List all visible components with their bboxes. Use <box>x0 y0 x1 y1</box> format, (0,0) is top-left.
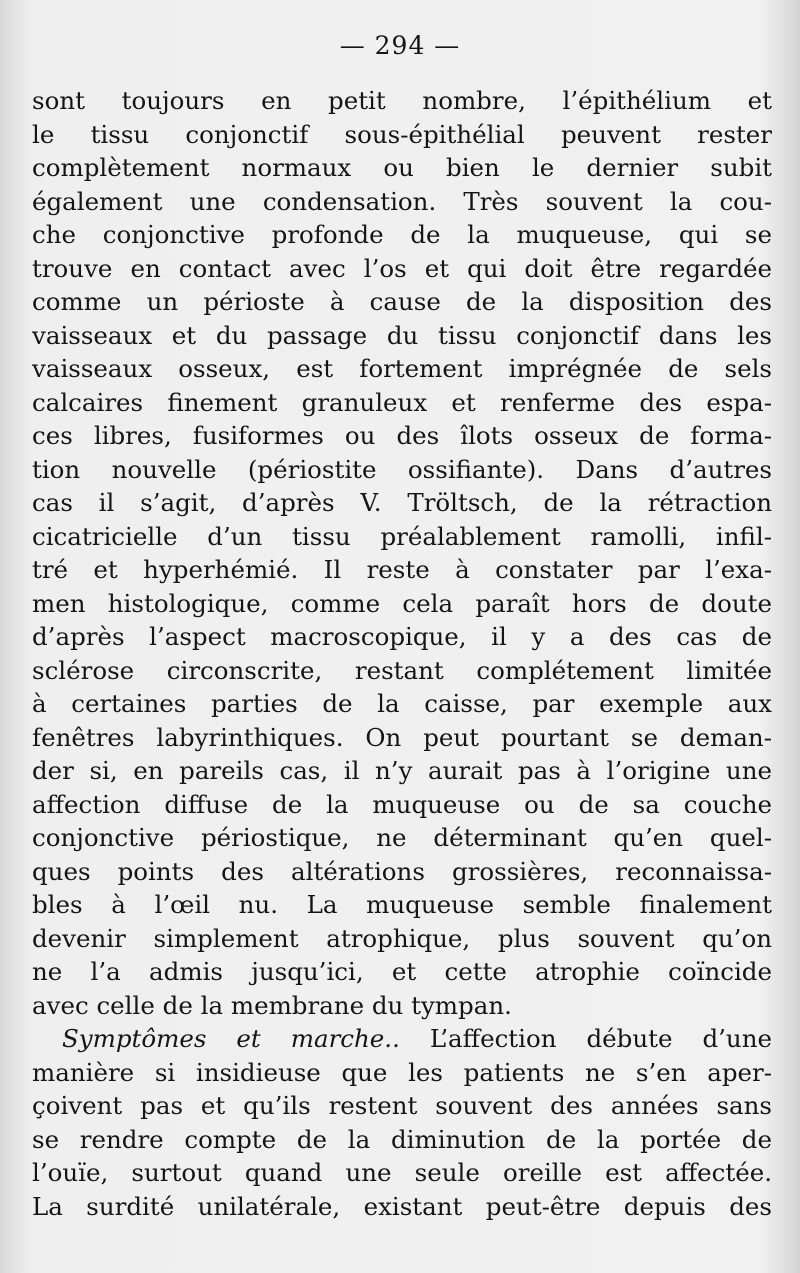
text-line: trouve en contact avec l’os et qui doit être regardée <box>32 253 772 283</box>
text-line: le tissu conjonctif sous-épithélial peuvent rester <box>32 119 772 149</box>
text-line: sclérose circonscrite, restant complétement limitée <box>32 655 772 685</box>
text-line: ques points des altérations grossières, reconnaissa- <box>32 856 772 886</box>
text-line: conjonctive périostique, ne déterminant qu’en quel- <box>32 823 772 852</box>
text-line: men histologique, comme cela paraît hors de doute <box>32 588 772 618</box>
text-line: d’après l’aspect macroscopique, il y a des cas de <box>32 622 772 651</box>
text-line: manière si insidieuse que les patients ne s’en aper- <box>32 1057 772 1087</box>
text-line: La surdité unilatérale, existant peut-être depuis des <box>32 1191 772 1221</box>
text-line: bles à l’œil nu. La muqueuse semble finalement <box>32 890 772 919</box>
section-first-line <box>32 1022 772 1056</box>
text-line: cas il s’agit, d’après V. Tröltsch, de la rétraction <box>32 488 772 517</box>
section-first-line-text: L’affection débute d’une <box>399 1024 772 1053</box>
text-line: affection diffuse de la muqueuse ou de sa couche <box>32 789 772 819</box>
text-line: vaisseaux osseux, est fortement imprégnée de sels <box>32 354 772 383</box>
text-line: der si, en pareils cas, il n’y aurait pas à l’origine une <box>32 756 772 785</box>
text-line: calcaires finement granuleux et renferme des espa- <box>32 387 772 417</box>
section-heading: Symptômes et marche.. <box>62 1024 400 1053</box>
text-line: également une condensation. Très souvent la cou- <box>32 186 772 216</box>
text-line: devenir simplement atrophique, plus souvent qu’on <box>32 923 772 953</box>
body-text <box>32 84 772 1223</box>
text-line: à certaines parties de la caisse, par exemple aux <box>32 689 772 718</box>
text-line: ne l’a admis jusqu’ici, et cette atrophie coïncide <box>32 957 772 986</box>
text-line: se rendre compte de la diminution de la portée de <box>32 1124 772 1154</box>
text-line: tion nouvelle (périostite ossifiante). Dans d’autres <box>32 454 772 484</box>
text-line: sont toujours en petit nombre, l’épithélium et <box>32 86 772 115</box>
text-line: l’ouïe, surtout quand une seule oreille est affectée. <box>32 1158 772 1187</box>
text-line: vaisseaux et du passage du tissu conjonctif dans les <box>32 320 772 350</box>
text-line: che conjonctive profonde de la muqueuse, qui se <box>32 220 772 249</box>
text-line: comme un périoste à cause de la disposition des <box>32 287 772 316</box>
text-line: çoivent pas et qu’ils restent souvent des années sans <box>32 1091 772 1120</box>
text-line: ces libres, fusiformes ou des îlots osseux de forma- <box>32 421 772 450</box>
paragraph-end-line: avec celle de la membrane du tympan. <box>32 990 512 1020</box>
text-line: complètement normaux ou bien le dernier subit <box>32 153 772 182</box>
text-line: fenêtres labyrinthiques. On peut pourtant se deman- <box>32 722 772 752</box>
text-line: cicatricielle d’un tissu préalablement ramolli, infil- <box>32 521 772 551</box>
page-number: — 294 — <box>339 31 461 60</box>
text-line: tré et hyperhémié. Il reste à constater par l’exa- <box>32 555 772 584</box>
